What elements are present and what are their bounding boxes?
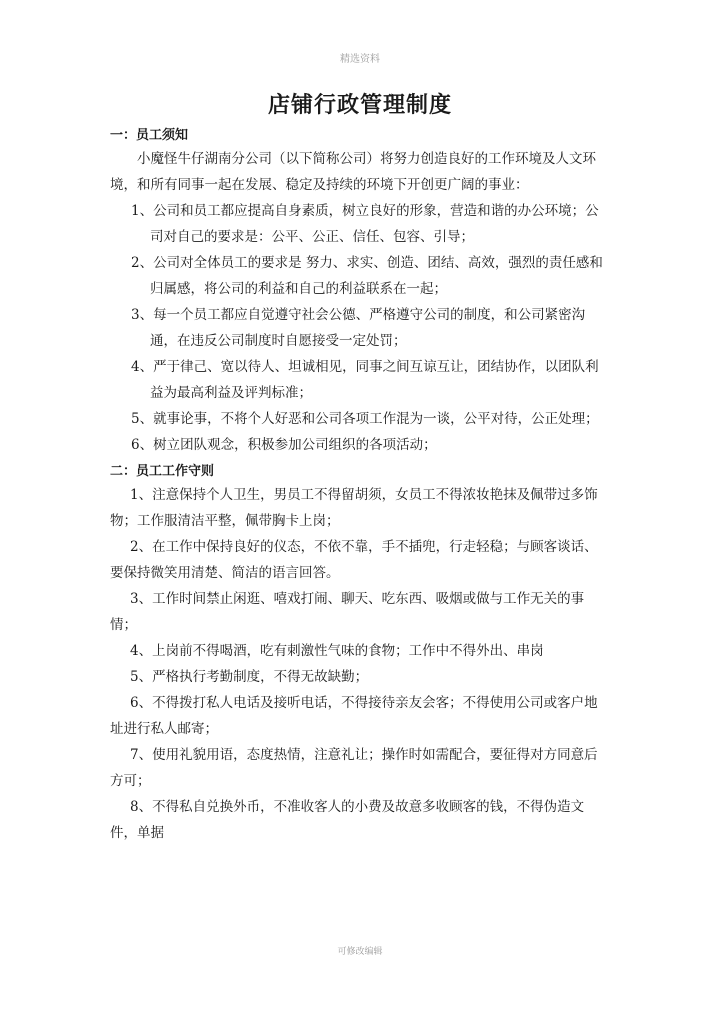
footer-watermark: 可修改编辑 bbox=[337, 947, 383, 957]
section-heading-employee-notice: 一：员工须知 bbox=[110, 128, 189, 143]
document-title: 店铺行政管理制度 bbox=[267, 92, 452, 118]
header-watermark: 精选资料 bbox=[340, 54, 380, 65]
list-item: 1、注意保持个人卫生，男员工不得留胡须，女员工不得浓妆艳抹及佩带过多饰物；工作服清洁平整，佩带胸卡上岗； bbox=[110, 487, 598, 529]
list-item: 6、不得拨打私人电话及接听电话，不得接待亲友会客；不得使用公司或客户地址进行私人邮寄； bbox=[110, 695, 598, 737]
list-item: 5、就事论事，不将个人好恶和公司各项工作混为一谈，公平对待，公正处理； bbox=[131, 411, 599, 427]
list-item: 8、不得私自兑换外币，不准收客人的小费及故意多收顾客的钱，不得伪造文件，单据 bbox=[110, 799, 585, 841]
employee-notice-list bbox=[110, 198, 610, 458]
section-intro-paragraph: 小魔怪牛仔湖南分公司（以下简称公司）将努力创造良好的工作环境及人文环境，和所有同事一起在发展、稳定及持续的环境下开创更广阔的事业： bbox=[110, 151, 596, 193]
document-body bbox=[110, 126, 610, 846]
list-item: 3、每一个员工都应自觉遵守社会公德、严格遵守公司的制度，和公司紧密沟通，在违反公司制度时自愿接受一定处罚； bbox=[131, 307, 586, 349]
list-item: 5、严格执行考勤制度，不得无故缺勤； bbox=[130, 669, 369, 685]
list-item: 2、在工作中保持良好的仪态，不依不靠，手不插兜，行走轻稳；与顾客谈话、要保持微笑用清楚、简洁的语言回答。 bbox=[110, 539, 598, 581]
work-rules-list bbox=[110, 482, 610, 846]
list-item: 1、公司和员工都应提高自身素质，树立良好的形象，营造和谐的办公环境；公司对自己的要求是：公平、公正、信任、包容、引导； bbox=[131, 203, 599, 245]
list-item: 4、严于律己、宽以待人、坦诚相见，同事之间互谅互让，团结协作，以团队利益为最高利益及评判标准； bbox=[131, 359, 599, 401]
list-item: 4、上岗前不得喝酒，吃有刺激性气味的食物；工作中不得外出、串岗 bbox=[130, 643, 544, 659]
list-item: 7、使用礼貌用语，态度热情，注意礼让；操作时如需配合，要征得对方同意后方可； bbox=[110, 747, 598, 789]
list-item: 6、树立团队观念，积极参加公司组织的各项活动； bbox=[131, 437, 437, 453]
list-item: 3、工作时间禁止闲逛、嘻戏打闹、聊天、吃东西、吸烟或做与工作无关的事情； bbox=[110, 591, 585, 633]
section-heading-work-rules: 二：员工工作守则 bbox=[110, 464, 215, 479]
list-item: 2、公司对全体员工的要求是 努力、求实、创造、团结、高效，强烈的责任感和归属感，将公司的利益和自己的利益联系在一起； bbox=[131, 255, 603, 297]
